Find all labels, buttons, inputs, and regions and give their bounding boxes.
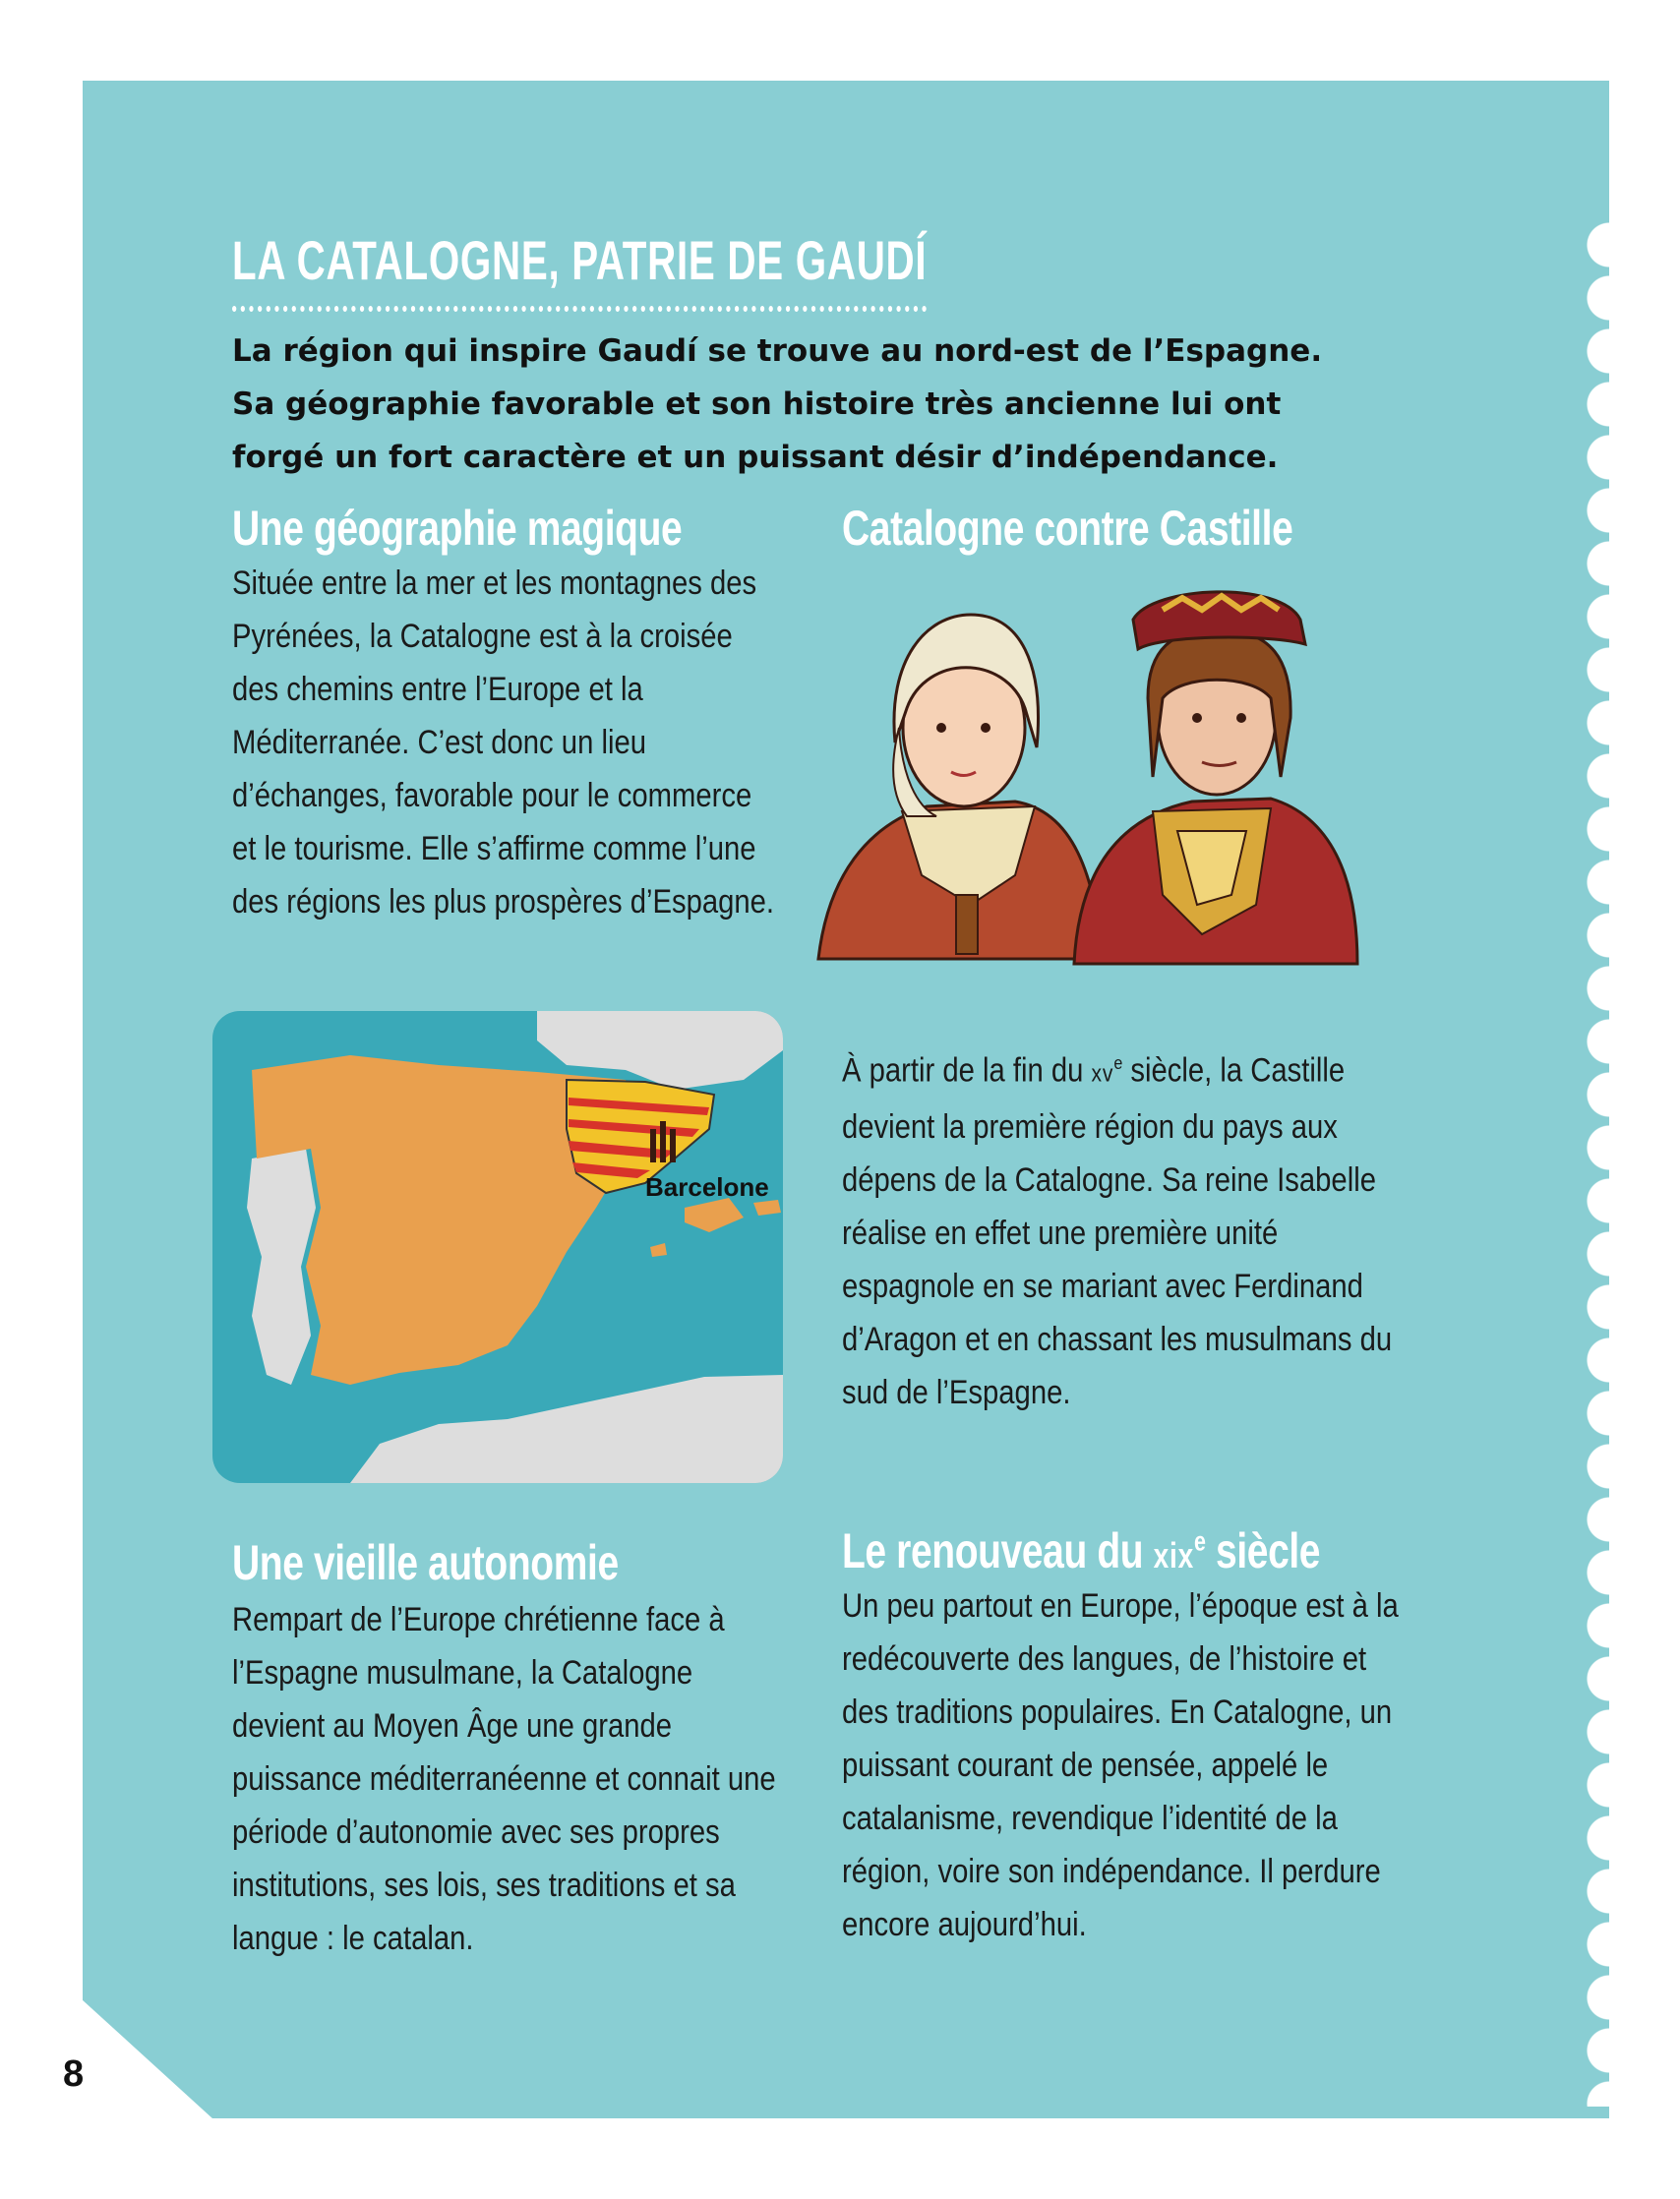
century-xv: xv	[1091, 1060, 1114, 1088]
perforated-edge	[1580, 218, 1609, 2107]
text-autonomie: Rempart de l’Europe chrétienne face à l’Espagne musulmane, la Catalogne devient au Moyen Âge une grande puissance méditerranéenne et connait une période d’autonomie avec ses propres institutions, ses lois, ses traditions et sa langue : le catalan.	[232, 1601, 776, 1957]
intro-paragraph: La région qui inspire Gaudí se trouve au nord-est de l’Espagne. Sa géographie favorable et son histoire très ancienne lui ont forgé un fort caractère et un puissant désir d’indépendance.	[232, 333, 1323, 475]
text-castille-before: À partir de la fin du	[842, 1051, 1092, 1090]
page-number: 8	[63, 2053, 85, 2095]
portrait-isabelle-ferdinand	[809, 580, 1359, 974]
map-illustration	[212, 1011, 783, 1483]
century-xv-sup: e	[1113, 1052, 1123, 1073]
heading-century-xix: xix	[1153, 1535, 1195, 1575]
map-label-barcelone: Barcelone	[645, 1172, 769, 1202]
map-spain	[212, 1011, 783, 1483]
text-castille	[842, 1037, 1401, 1419]
text-geographie: Située entre la mer et les montagnes des Pyrénées, la Catalogne est à la croisée des chemins entre l’Europe et la Méditerranée. C’est donc un lieu d’échanges, favorable pour le commerce et le tourisme. Elle s’affirme comme l’une des régions les plus prospères d’Espagne.	[232, 565, 775, 921]
page-title: LA CATALOGNE, PATRIE DE GAUDÍ	[232, 228, 927, 312]
text-castille-after: siècle, la Castille devient la première région du pays aux dépens de la Catalogne. Sa reine Isabelle réalise en effet une première unité espagnole en se mariant avec Ferdinand d’Aragon et en chassant les musulmans du sud de l’Espagne.	[842, 1051, 1393, 1412]
heading-autonomie: Une vieille autonomie	[232, 1535, 619, 1590]
heading-renouveau-after: siècle	[1205, 1523, 1321, 1578]
heading-castille: Catalogne contre Castille	[842, 501, 1293, 556]
heading-century-xix-sup: e	[1194, 1525, 1206, 1557]
heading-renouveau	[842, 1522, 1320, 1579]
heading-renouveau-before: Le renouveau du	[842, 1523, 1154, 1578]
heading-geographie: Une géographie magique	[232, 501, 683, 556]
text-renouveau: Un peu partout en Europe, l’époque est à la redécouverte des langues, de l’histoire et des traditions populaires. En Catalogne, un puissant courant de pensée, appelé le catalanisme, revendique l’identité de la région, voire son indépendance. Il perdure encore aujourd’hui.	[842, 1587, 1399, 1943]
